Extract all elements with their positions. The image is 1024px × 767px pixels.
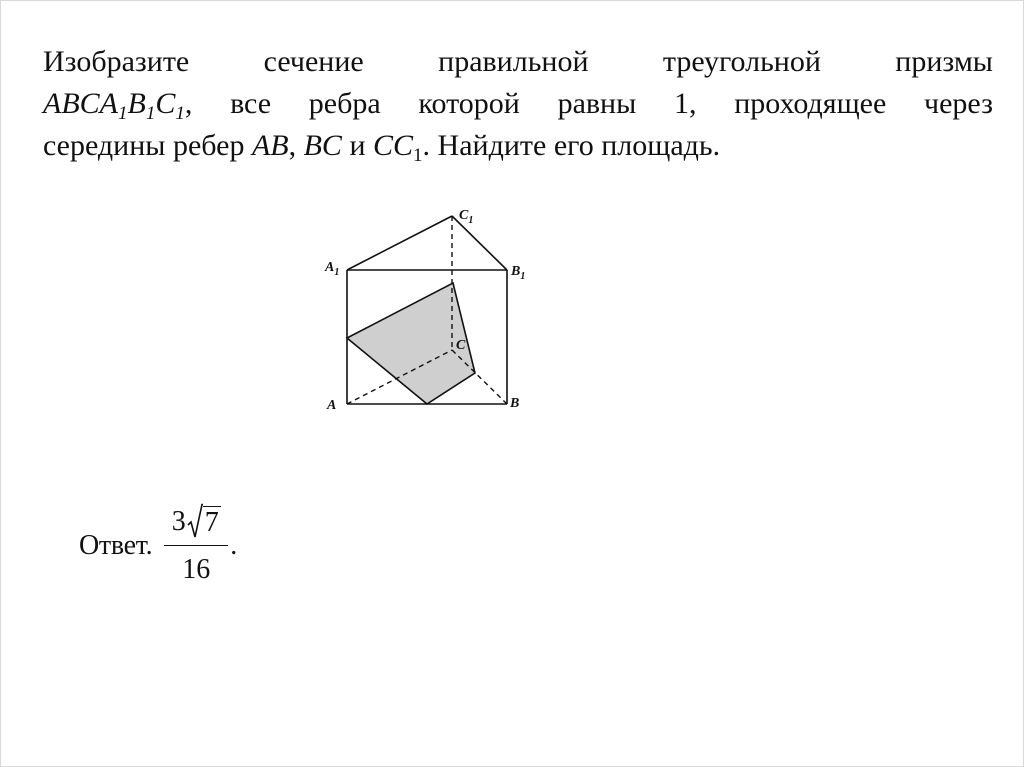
vertex-label-a1: $A_1$ <box>325 260 340 278</box>
prism-figure <box>319 201 539 421</box>
radical-sign-icon <box>187 503 203 539</box>
problem-line-2 <box>43 83 993 125</box>
problem-line-3: середины ребер AB, BC и $CC_1$. Найдите его площадь. <box>43 129 721 166</box>
fraction-bar <box>164 545 228 546</box>
vertex-label-c1: $C_1$ <box>459 208 474 226</box>
edge-ab: AB <box>251 129 289 162</box>
fraction-denominator: 16 <box>182 553 211 585</box>
word: Изобразите <box>43 45 190 78</box>
word: через <box>924 87 993 120</box>
word: правильной <box>438 45 589 78</box>
answer-fraction <box>164 503 228 590</box>
problem-statement <box>43 41 993 167</box>
answer-label: Ответ. <box>79 530 153 561</box>
edge-bc: BC <box>303 129 342 162</box>
vertex-label-b: B <box>510 396 520 411</box>
edge-cc1: $CC_1$ <box>373 129 423 166</box>
word: 1, <box>673 87 697 120</box>
fraction-numerator <box>166 503 227 541</box>
vertex-label-a: A <box>327 398 337 413</box>
word: проходящее <box>734 87 887 120</box>
vertex-label-c: C <box>456 338 466 353</box>
word: которой <box>418 87 520 120</box>
prism-name: $ABCA_1B_1C_1$, <box>43 87 193 124</box>
word: все <box>230 87 272 120</box>
radicand: 7 <box>204 506 219 538</box>
numerator-coefficient: 3 <box>171 505 186 537</box>
answer <box>79 501 237 591</box>
sqrt <box>187 503 221 539</box>
prism-diagram <box>319 201 539 421</box>
word: треугольной <box>662 45 821 78</box>
word: ребра <box>308 87 381 120</box>
word: сечение <box>263 45 364 78</box>
vertex-label-b1: $B_1$ <box>511 264 526 282</box>
answer-period: . <box>230 530 238 561</box>
edge-a1c1 <box>347 216 452 270</box>
word: равны <box>557 87 637 120</box>
word: призмы <box>895 45 993 78</box>
edge-c1b1 <box>452 216 507 270</box>
problem-line-1 <box>43 41 993 83</box>
